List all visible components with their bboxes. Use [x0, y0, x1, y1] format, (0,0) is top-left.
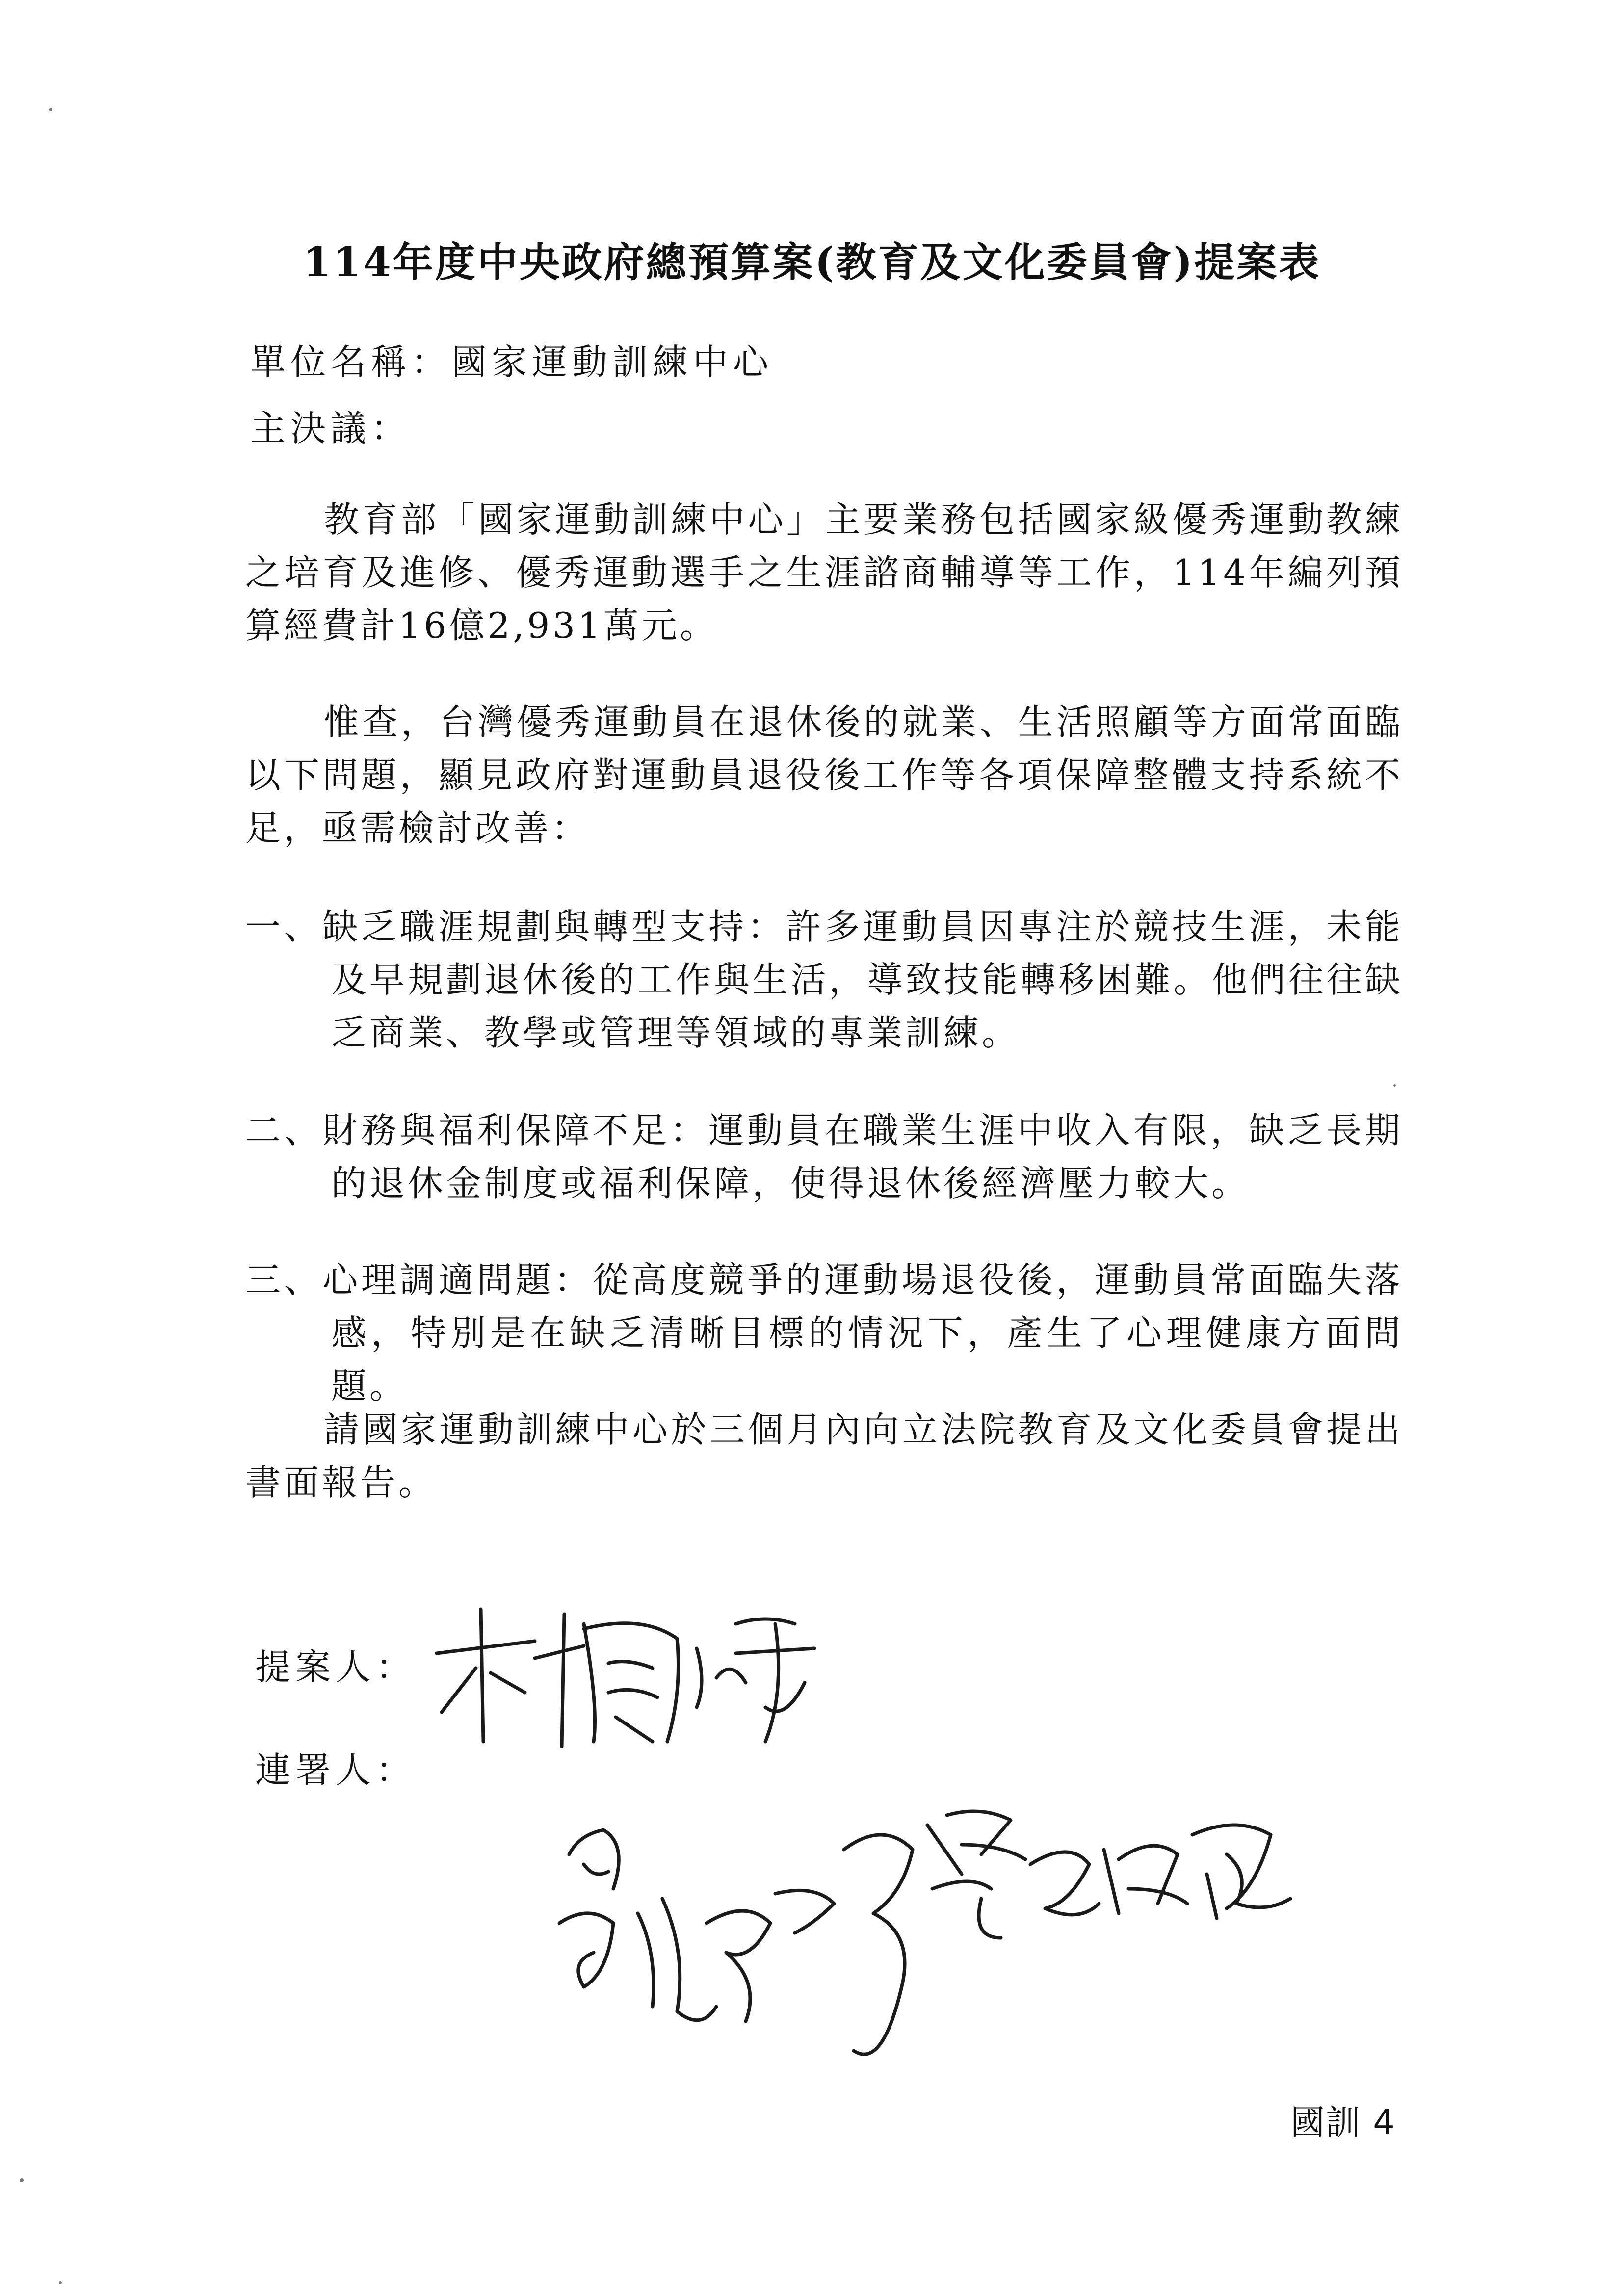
page-mark: 國訓 4 [1290, 2102, 1396, 2142]
scan-speck [49, 108, 52, 111]
proposer-label: 提案人： [255, 1646, 417, 1688]
intro-paragraph: 教育部「國家運動訓練中心」主要業務包括國家級優秀運動教練之培育及進修、優秀運動選手之生涯諮商輔導等工作，114年編列預算經費計16億2,931萬元。 [245, 499, 1403, 646]
scan-speck [1393, 1084, 1396, 1087]
scan-speck [59, 2281, 62, 2284]
scan-speck [20, 2178, 24, 2182]
issue-item-2: 二、財務與福利保障不足：運動員在職業生涯中收入有限，缺乏長期的退休金制度或福利保障，使得退休後經濟壓力較大。 [245, 1110, 1403, 1204]
page-title: 114年度中央政府總預算案(教育及文化委員會)提案表 [303, 239, 1321, 286]
cosigner-label: 連署人： [255, 1749, 417, 1791]
closing-paragraph: 請國家運動訓練中心於三個月內向立法院教育及文化委員會提出書面報告。 [245, 1409, 1403, 1503]
cosigner-signature [540, 1776, 1325, 2129]
unit-name-line: 單位名稱：國家運動訓練中心 [250, 341, 774, 383]
issue-item-3: 三、心理調適問題：從高度競爭的運動場退役後，運動員常面臨失落感，特別是在缺乏清晰目標的情況下，產生了心理健康方面問題。 [245, 1259, 1403, 1407]
main-resolution-label: 主決議： [250, 408, 412, 449]
issue-item-1: 一、缺乏職涯規劃與轉型支持：許多運動員因專注於競技生涯，未能及早規劃退休後的工作與生活，導致技能轉移困難。他們往往缺乏商業、教學或管理等領域的專業訓練。 [245, 906, 1403, 1053]
findings-paragraph: 惟查，台灣優秀運動員在退休後的就業、生活照顧等方面常面臨以下問題，顯見政府對運動員退役後工作等各項保障整體支持系統不足，亟需檢討改善： [245, 702, 1403, 849]
proposer-signature [422, 1594, 864, 1756]
